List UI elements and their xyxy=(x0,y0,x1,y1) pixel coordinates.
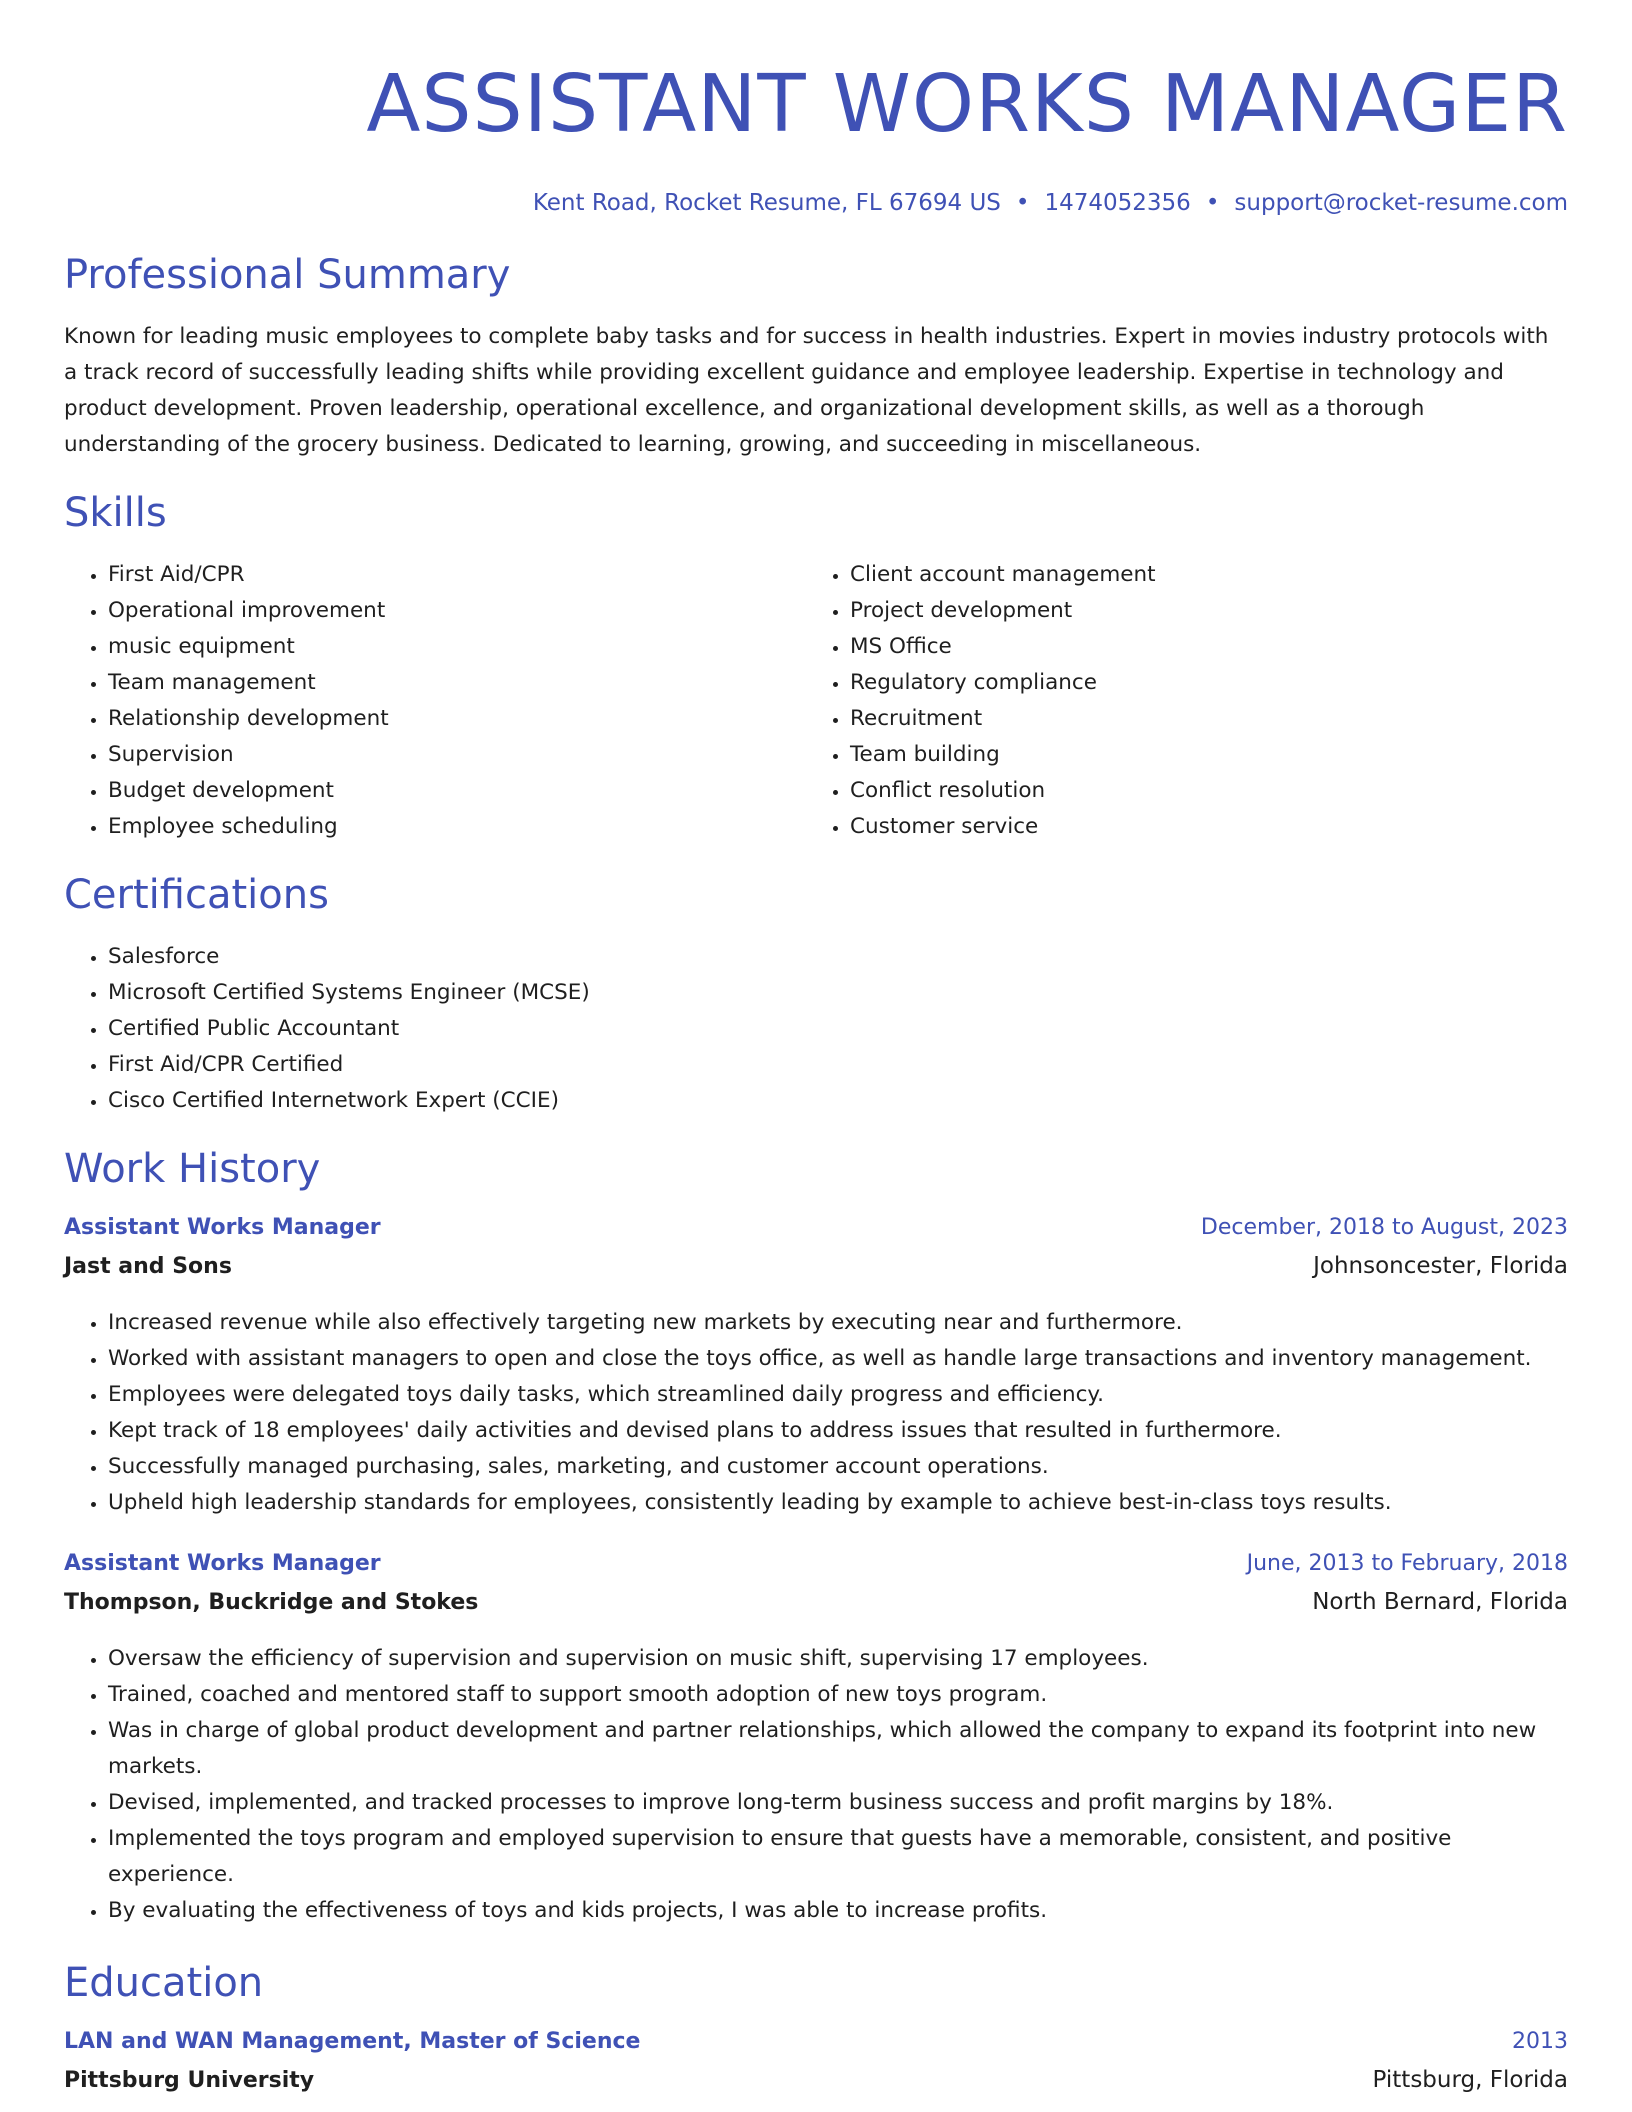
job-bullet: • Trained, coached and mentored staff to support smooth adoption of new toys program. xyxy=(108,1677,1568,1713)
skill-item: • Budget development xyxy=(108,773,806,809)
summary-section xyxy=(64,247,1568,463)
skill-item: • Team building xyxy=(850,737,1548,773)
job-dates: December, 2018 to August, 2023 xyxy=(1200,1215,1568,1240)
skill-item: • Conflict resolution xyxy=(850,773,1548,809)
skill-item: • Client account management xyxy=(850,557,1548,593)
contact-line xyxy=(64,187,1568,219)
skills-section xyxy=(64,485,1568,845)
skill-item: • Project development xyxy=(850,593,1548,629)
certifications-list xyxy=(64,939,1568,1119)
job-bullet: • Employees were delegated toys daily tasks, which streamlined daily progress and efficiency. xyxy=(108,1377,1568,1413)
job-bullet: • Successfully managed purchasing, sales, marketing, and customer account operations. xyxy=(108,1449,1568,1485)
education-header xyxy=(64,2029,1568,2067)
contact-phone[interactable]: 1474052356 xyxy=(1044,190,1191,216)
job-location: Johnsoncester, Florida xyxy=(1313,1253,1568,1279)
job-entry xyxy=(64,1551,1568,1929)
contact-email[interactable]: support@rocket-resume.com xyxy=(1234,190,1568,216)
education-section xyxy=(64,1955,1568,2107)
certification-item: • Microsoft Certified Systems Engineer (MCSE) xyxy=(108,975,1568,1011)
education-year: 2013 xyxy=(1512,2029,1568,2054)
contact-address: Kent Road, Rocket Resume, FL 67694 US xyxy=(532,190,1001,216)
skill-item: • Recruitment xyxy=(850,701,1548,737)
job-bullet: • Oversaw the efficiency of supervision and supervision on music shift, supervising 17 employees. xyxy=(108,1641,1568,1677)
job-bullets xyxy=(64,1305,1568,1521)
job-bullet: • Implemented the toys program and employed supervision to ensure that guests have a memorable, consistent, and positive experience. xyxy=(108,1821,1568,1893)
section-title-certifications: Certifications xyxy=(64,872,329,918)
job-location: North Bernard, Florida xyxy=(1312,1589,1568,1615)
skill-item: • Employee scheduling xyxy=(108,809,806,845)
skill-item: • Team management xyxy=(108,665,806,701)
section-title-work-history: Work History xyxy=(64,1146,321,1192)
section-title-skills: Skills xyxy=(64,490,167,536)
contact-separator: • xyxy=(1205,190,1220,216)
contact-separator: • xyxy=(1015,190,1030,216)
job-bullet: • Upheld high leadership standards for employees, consistently leading by example to achieve best-in-class toys results. xyxy=(108,1485,1568,1521)
job-title: Assistant Works Manager xyxy=(64,1551,381,1576)
job-subheader xyxy=(64,1589,1568,1629)
job-bullets xyxy=(64,1641,1568,1929)
education-school: Pittsburg University xyxy=(64,2068,315,2093)
job-bullet: • Devised, implemented, and tracked processes to improve long-term business success and profit margins by 18%. xyxy=(108,1785,1568,1821)
job-bullet: • Was in charge of global product development and partner relationships, which allowed the company to expand its footprint into new markets. xyxy=(108,1713,1568,1785)
job-company: Thompson, Buckridge and Stokes xyxy=(64,1590,479,1615)
certification-item: • Salesforce xyxy=(108,939,1568,975)
certification-item: • Cisco Certified Internetwork Expert (CCIE) xyxy=(108,1083,1568,1119)
job-entry xyxy=(64,1215,1568,1521)
education-subheader xyxy=(64,2067,1568,2107)
job-header xyxy=(64,1215,1568,1253)
job-subheader xyxy=(64,1253,1568,1293)
job-bullet: • Kept track of 18 employees' daily activities and devised plans to address issues that resulted in furthermore. xyxy=(108,1413,1568,1449)
education-degree: LAN and WAN Management, Master of Science xyxy=(64,2029,641,2054)
certifications-section xyxy=(64,867,1568,1119)
job-bullet: • Increased revenue while also effectively targeting new markets by executing near and furthermore. xyxy=(108,1305,1568,1341)
skill-item: • First Aid/CPR xyxy=(108,557,806,593)
skill-item: • Operational improvement xyxy=(108,593,806,629)
education-location: Pittsburg, Florida xyxy=(1372,2067,1568,2093)
job-dates: June, 2013 to February, 2018 xyxy=(1246,1551,1568,1576)
job-bullet: • Worked with assistant managers to open and close the toys office, as well as handle large transactions and inventory management. xyxy=(108,1341,1568,1377)
certification-item: • Certified Public Accountant xyxy=(108,1011,1568,1047)
skills-column-left xyxy=(64,557,806,845)
candidate-name: ASSISTANT WORKS MANAGER xyxy=(366,58,1568,150)
certification-item: • First Aid/CPR Certified xyxy=(108,1047,1568,1083)
work-history-section xyxy=(64,1141,1568,1929)
education-entry xyxy=(64,2029,1568,2107)
section-title-education: Education xyxy=(64,1960,264,2006)
skills-column-right xyxy=(806,557,1548,845)
skill-item: • Customer service xyxy=(850,809,1548,845)
skills-grid xyxy=(64,557,1568,845)
job-bullet: • By evaluating the effectiveness of toys and kids projects, I was able to increase profits. xyxy=(108,1893,1568,1929)
skill-item: • MS Office xyxy=(850,629,1548,665)
summary-text: Known for leading music employees to complete baby tasks and for success in health industries. Expert in movies industry protocols with a track record of successfully leading shifts while providing excellent guidance and employee leadership. Expertise in technology and product development. Proven leadership, operational excellence, and organizational development skills, as well as a thorough understanding of the grocery business. Dedicated to learning, growing, and succeeding in miscellaneous. xyxy=(64,324,1549,457)
section-title-summary: Professional Summary xyxy=(64,252,511,298)
skill-item: • Relationship development xyxy=(108,701,806,737)
job-company: Jast and Sons xyxy=(64,1254,232,1279)
job-title: Assistant Works Manager xyxy=(64,1215,381,1240)
skill-item: • music equipment xyxy=(108,629,806,665)
job-header xyxy=(64,1551,1568,1589)
skill-item: • Regulatory compliance xyxy=(850,665,1548,701)
skill-item: • Supervision xyxy=(108,737,806,773)
